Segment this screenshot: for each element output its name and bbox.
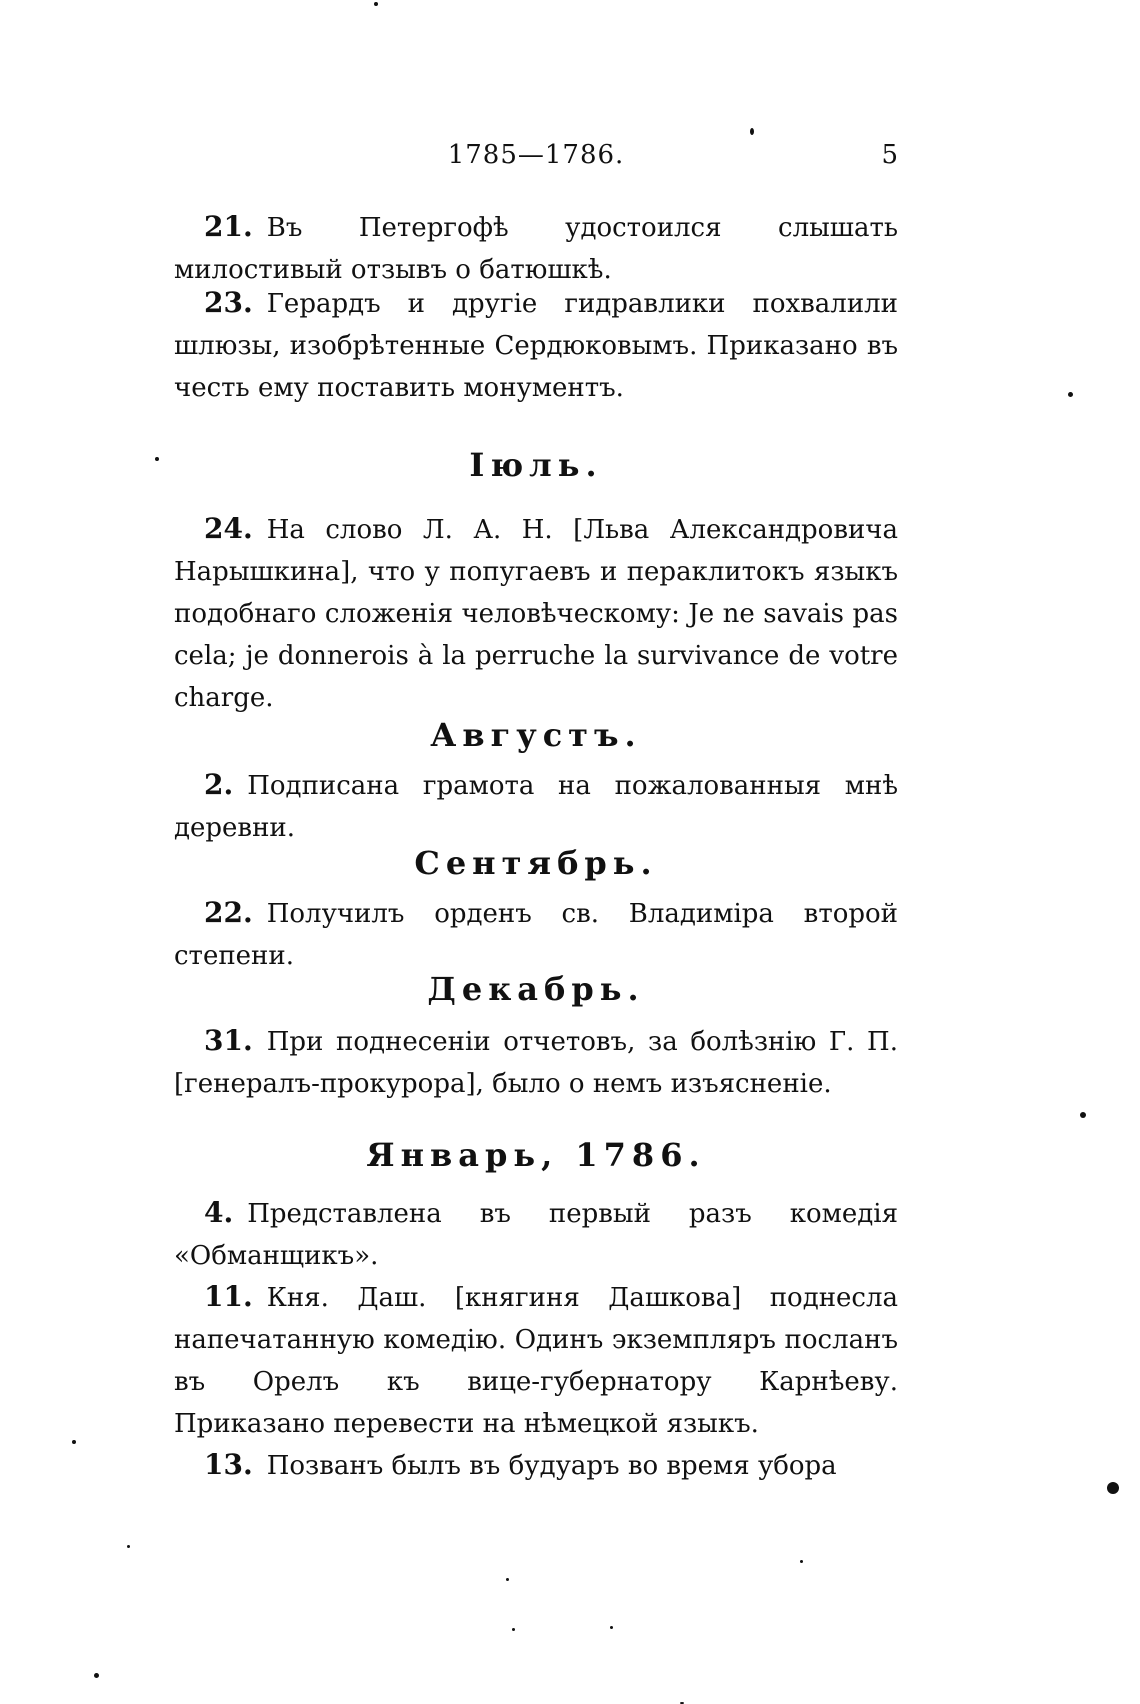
scan-speck: [610, 1626, 613, 1629]
scan-speck: [1080, 1112, 1086, 1118]
scan-speck: [374, 2, 378, 6]
entry-text: Герардъ и другіе гидравлики похвалили шлюзы, изобрѣтенные Сердюковымъ. Приказано въ честь ему поставить монументъ.: [174, 289, 898, 403]
entry-number: 11.: [204, 1280, 253, 1313]
month-heading-january-1786: Январь, 1786.: [366, 1136, 706, 1174]
entry-number: 21.: [204, 210, 253, 243]
scan-speck: [155, 457, 159, 461]
entry-number: 13.: [204, 1448, 253, 1481]
entry-text: Кня. Даш. [княгиня Дашкова] поднесла напечатанную комедію. Одинъ экземпляръ посланъ въ Орелъ къ вице-губернатору Карнѣеву. Приказано перевести на нѣмецкой языкъ.: [174, 1283, 898, 1439]
scan-speck: [800, 1560, 803, 1563]
entry-21: [174, 206, 898, 291]
entry-2: [174, 764, 898, 849]
entry-number: 23.: [204, 286, 253, 319]
running-head: 1785—1786.: [447, 140, 625, 170]
month-heading-august: Августъ.: [430, 716, 642, 754]
month-heading-september: Сентябрь.: [414, 844, 658, 882]
entry-number: 24.: [204, 512, 253, 545]
scan-speck: [506, 1578, 509, 1581]
entry-11: [174, 1276, 898, 1445]
page-number: 5: [881, 140, 898, 170]
entry-text: Получилъ орденъ св. Владиміра второй степени.: [174, 899, 898, 971]
scan-speck: [750, 128, 754, 135]
entry-24: [174, 508, 898, 719]
scan-speck: [94, 1673, 99, 1678]
entry-number: 22.: [204, 896, 253, 929]
entry-text: При поднесеніи отчетовъ, за болѣзнію Г. П. [генералъ-прокурора], было о немъ изъясненіе.: [174, 1027, 898, 1099]
month-heading-july: Іюль.: [469, 446, 603, 484]
entry-text: Подписана грамота на пожалованныя мнѣ деревни.: [174, 771, 898, 843]
scan-speck: [1107, 1482, 1119, 1494]
scan-speck: [127, 1545, 130, 1548]
month-heading-december: Декабрь.: [427, 970, 645, 1008]
scan-speck: [1068, 392, 1073, 397]
entry-22: [174, 892, 898, 977]
entry-23: [174, 282, 898, 409]
entry-4: [174, 1192, 898, 1277]
scan-speck: [72, 1440, 76, 1444]
entry-text: Представлена въ первый разъ комедія «Обманщикъ».: [174, 1199, 898, 1271]
entry-13: [174, 1444, 898, 1487]
entry-number: 2.: [204, 768, 234, 801]
entry-31: [174, 1020, 898, 1105]
page-header: [174, 140, 898, 180]
entry-text: Въ Петергофѣ удостоился слышать милостивый отзывъ о батюшкѣ.: [174, 213, 898, 285]
entry-text: Позванъ былъ въ будуаръ во время убора: [266, 1451, 837, 1481]
entry-number: 4.: [204, 1196, 234, 1229]
scan-speck: [512, 1628, 515, 1631]
entry-number: 31.: [204, 1024, 253, 1057]
entry-text: На слово Л. А. Н. [Льва Александровича Нарышкина], что у попугаевъ и пераклитокъ языкъ подобнаго сложенія человѣческому: Je ne savais pas cela; je donnerois à la perruche la survivance de votre charge.: [174, 515, 898, 713]
